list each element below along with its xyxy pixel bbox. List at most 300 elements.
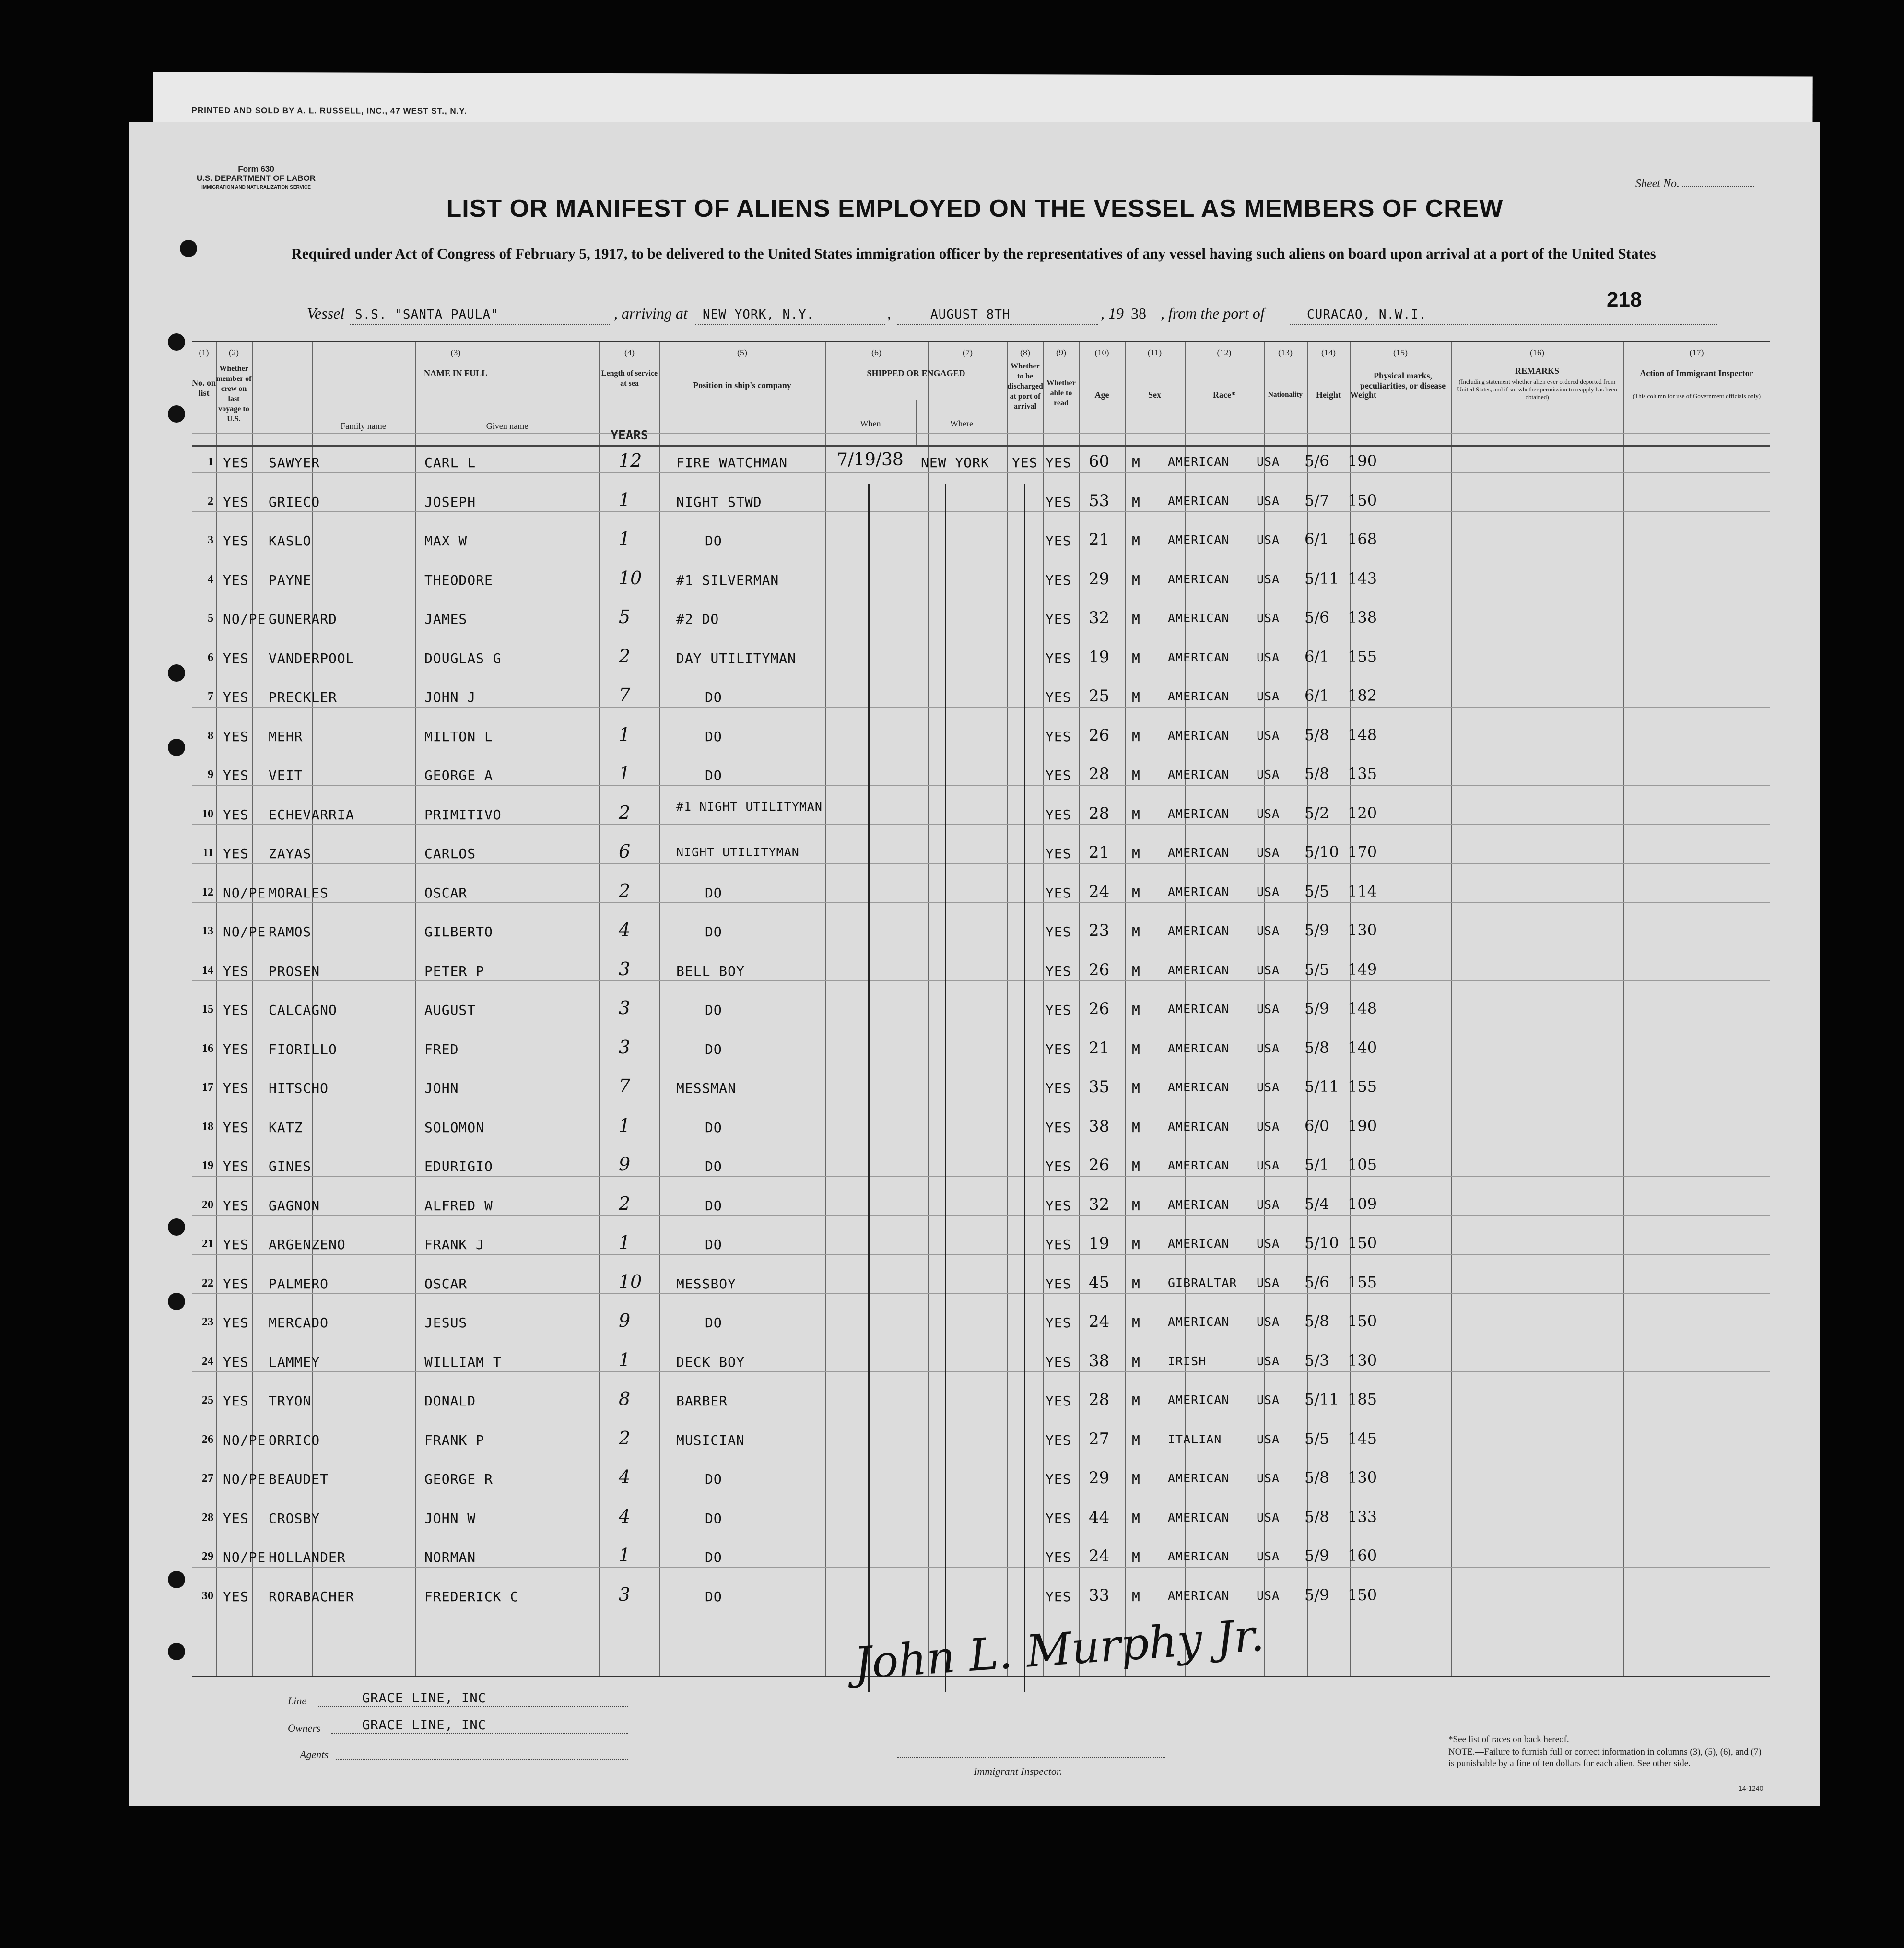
sheet-number-field: [1635, 177, 1754, 190]
col-sex-header: Sex: [1148, 390, 1161, 400]
col-action-header: Action of Immigrant Inspector: [1640, 368, 1753, 378]
age: 60: [1089, 452, 1110, 471]
from-port: CURACAO, N.W.I.: [1307, 307, 1427, 322]
position: NIGHT UTILITYMAN: [676, 845, 799, 859]
family-name: VANDERPOOL: [269, 650, 354, 666]
position: DO: [705, 1119, 722, 1135]
age: 28: [1089, 803, 1110, 823]
age: 32: [1089, 1194, 1110, 1214]
owners-value: GRACE LINE, INC: [362, 1718, 486, 1733]
page-subtitle: Required under Act of Congress of February 5, 1917, to be delivered to the United States immigration officer by the representatives of any vessel having such aliens on board upon arrival at a port of the United States: [291, 245, 1656, 262]
nationality: USA: [1257, 1119, 1280, 1133]
form-number: Form 630: [238, 165, 274, 174]
age: 28: [1089, 765, 1110, 784]
column-rule: [928, 342, 929, 1676]
column-rule: [415, 342, 416, 1676]
race: AMERICAN: [1168, 1315, 1230, 1329]
last-voyage: YES: [223, 1119, 249, 1135]
position: DO: [705, 1237, 722, 1252]
weight: 140: [1348, 1038, 1377, 1057]
weight: 155: [1348, 647, 1377, 666]
ditto-line: [868, 484, 870, 1692]
service-years: 10: [619, 1271, 642, 1292]
last-voyage: YES: [223, 455, 249, 471]
punch-hole: [168, 664, 185, 682]
nationality: USA: [1257, 1275, 1280, 1290]
from-label: , from the port of: [1161, 305, 1265, 322]
punch-hole: [168, 1643, 185, 1660]
last-voyage: NO/PE: [223, 1432, 266, 1448]
sex: M: [1132, 885, 1140, 901]
position: DO: [705, 1158, 722, 1174]
position: DO: [705, 728, 722, 744]
sex: M: [1132, 1354, 1140, 1370]
col-where-header: Where: [950, 419, 973, 428]
position: BARBER: [676, 1393, 728, 1409]
row-rule: [192, 1567, 1770, 1568]
given-name: THEODORE: [424, 572, 493, 588]
row-rule: [192, 785, 1770, 786]
age: 19: [1089, 1234, 1110, 1253]
position: DO: [705, 767, 722, 783]
row-rule: [192, 511, 1770, 512]
able-to-read: YES: [1046, 1119, 1071, 1135]
position: MESSMAN: [676, 1080, 737, 1096]
given-name: JOHN: [424, 1080, 459, 1096]
weight: 148: [1348, 725, 1377, 744]
column-number: (13): [1278, 348, 1293, 357]
penalty-note: NOTE.—Failure to furnish full or correct information in columns (3), (5), (6), and (7) is punishable by a fine of ten dollars for each alien. See other side.: [1448, 1747, 1762, 1769]
weight: 150: [1348, 491, 1377, 509]
row-rule: [192, 472, 1770, 473]
height: 5/1: [1305, 1156, 1329, 1174]
race: AMERICAN: [1168, 846, 1230, 860]
sex: M: [1132, 767, 1140, 783]
given-name: FRANK J: [424, 1237, 485, 1252]
service-years: 2: [619, 880, 631, 901]
race: AMERICAN: [1168, 572, 1230, 586]
weight: 130: [1348, 1468, 1377, 1487]
list-number: 10: [202, 807, 213, 820]
race: AMERICAN: [1168, 1119, 1230, 1133]
nationality: USA: [1257, 885, 1280, 899]
list-number: 27: [202, 1472, 213, 1485]
position: MUSICIAN: [676, 1432, 745, 1448]
family-name: GUNERARD: [269, 611, 337, 627]
last-voyage: YES: [223, 1354, 249, 1370]
age: 29: [1089, 1468, 1110, 1488]
list-number: 1: [208, 456, 213, 468]
nationality: USA: [1257, 1549, 1280, 1563]
able-to-read: YES: [1046, 1510, 1071, 1526]
position: DO: [705, 1471, 722, 1487]
col-family-header: Family name: [341, 421, 386, 431]
sex: M: [1132, 1158, 1140, 1174]
date-comma: ,: [887, 305, 891, 322]
able-to-read: YES: [1046, 1354, 1071, 1370]
able-to-read: YES: [1046, 533, 1071, 549]
sex: M: [1132, 689, 1140, 705]
agents-label: Agents: [300, 1748, 329, 1760]
weight: 155: [1348, 1077, 1377, 1096]
able-to-read: YES: [1046, 1393, 1071, 1409]
height: 5/9: [1305, 1547, 1329, 1565]
height: 5/8: [1305, 1507, 1329, 1526]
height: 5/5: [1305, 882, 1329, 900]
last-voyage: YES: [223, 963, 249, 979]
given-name: DONALD: [424, 1393, 476, 1409]
last-voyage: YES: [223, 572, 249, 588]
given-name: CARL L: [424, 455, 476, 471]
age: 19: [1089, 647, 1110, 667]
column-number: (9): [1056, 348, 1066, 357]
race: AMERICAN: [1168, 1002, 1230, 1016]
nationality: USA: [1257, 533, 1280, 547]
race: AMERICAN: [1168, 1080, 1230, 1094]
vessel-name: S.S. "SANTA PAULA": [355, 307, 499, 322]
column-rule: [1079, 342, 1080, 1676]
able-to-read: YES: [1046, 1275, 1071, 1292]
family-name: HOLLANDER: [269, 1549, 346, 1565]
list-number: 20: [202, 1198, 213, 1211]
col-race-header: Race*: [1213, 390, 1235, 400]
race: AMERICAN: [1168, 1510, 1230, 1524]
race: AMERICAN: [1168, 728, 1230, 743]
race: AMERICAN: [1168, 533, 1230, 547]
height: 5/9: [1305, 1585, 1329, 1604]
able-to-read: YES: [1046, 767, 1071, 783]
punch-hole: [168, 739, 185, 756]
last-voyage: YES: [223, 1315, 249, 1331]
row-rule: [192, 433, 1770, 434]
arriving-port: NEW YORK, N.Y.: [703, 307, 815, 322]
sex: M: [1132, 1237, 1140, 1252]
last-voyage: NO/PE: [223, 1471, 266, 1487]
height: 5/5: [1305, 1429, 1329, 1448]
position: DO: [705, 1315, 722, 1331]
age: 26: [1089, 999, 1110, 1018]
race: AMERICAN: [1168, 611, 1230, 625]
age: 26: [1089, 1156, 1110, 1175]
weight: 149: [1348, 960, 1377, 979]
race: AMERICAN: [1168, 924, 1230, 938]
punch-hole: [180, 240, 197, 257]
able-to-read: YES: [1046, 1080, 1071, 1096]
race: AMERICAN: [1168, 1197, 1230, 1212]
able-to-read: YES: [1046, 885, 1071, 901]
given-name: FRED: [424, 1041, 459, 1057]
sex: M: [1132, 806, 1140, 823]
col-weight-header: Weight: [1350, 390, 1377, 400]
family-name: ORRICO: [269, 1432, 320, 1448]
family-name: MORALES: [269, 885, 329, 901]
weight: 114: [1348, 882, 1377, 900]
height: 5/9: [1305, 999, 1329, 1017]
column-number: (12): [1217, 348, 1232, 357]
height: 5/6: [1305, 608, 1329, 626]
family-name: LAMMEY: [269, 1354, 320, 1370]
height: 5/8: [1305, 765, 1329, 783]
list-number: 19: [202, 1159, 213, 1172]
col-read-header: Whether able to read: [1046, 379, 1076, 407]
position: DO: [705, 533, 722, 549]
service-years: 2: [619, 1192, 631, 1214]
col-name-header: NAME IN FULL: [423, 368, 487, 378]
vessel-label: Vessel: [307, 305, 345, 322]
able-to-read: YES: [1046, 611, 1071, 627]
nationality: USA: [1257, 1393, 1280, 1407]
col-given-header: Given name: [486, 421, 529, 431]
row-rule: [192, 980, 1770, 981]
family-name: KATZ: [269, 1119, 303, 1135]
sex: M: [1132, 1080, 1140, 1096]
weight: 160: [1348, 1547, 1377, 1565]
nationality: USA: [1257, 846, 1280, 860]
race: AMERICAN: [1168, 1041, 1230, 1055]
last-voyage: YES: [223, 728, 249, 744]
last-voyage: NO/PE: [223, 1549, 266, 1565]
sex: M: [1132, 1002, 1140, 1018]
race: ITALIAN: [1168, 1432, 1222, 1446]
family-name: RORABACHER: [269, 1588, 354, 1605]
weight: 150: [1348, 1585, 1377, 1604]
row-rule: [192, 1293, 1770, 1294]
age: 53: [1089, 491, 1110, 510]
footer: [192, 1609, 1770, 1796]
sheet-number-label: Sheet No.: [1635, 177, 1680, 190]
list-number: 22: [202, 1276, 213, 1289]
sex: M: [1132, 1471, 1140, 1487]
col-height-header: Height: [1316, 390, 1341, 400]
column-number: (3): [450, 348, 461, 357]
age: 21: [1089, 530, 1110, 549]
family-name: GINES: [269, 1158, 312, 1174]
height: 5/11: [1305, 569, 1339, 588]
list-number: 13: [202, 925, 213, 937]
list-number: 9: [208, 768, 213, 781]
able-to-read: YES: [1046, 455, 1071, 471]
nationality: USA: [1257, 728, 1280, 743]
position: MESSBOY: [676, 1275, 737, 1292]
race: AMERICAN: [1168, 963, 1230, 977]
list-number: 26: [202, 1433, 213, 1446]
col-remarks-header: REMARKS: [1515, 366, 1559, 376]
race: AMERICAN: [1168, 1549, 1230, 1563]
height: 6/1: [1305, 686, 1329, 705]
last-voyage: YES: [223, 1041, 249, 1057]
age: 24: [1089, 1312, 1110, 1331]
year-suffix: 38: [1131, 305, 1146, 322]
family-name: MEHR: [269, 728, 303, 744]
age: 38: [1089, 1351, 1110, 1370]
last-voyage: YES: [223, 494, 249, 510]
given-name: JOHN W: [424, 1510, 476, 1526]
col-position-header: Position in ship's company: [693, 380, 791, 390]
nationality: USA: [1257, 455, 1280, 469]
sex: M: [1132, 1275, 1140, 1292]
service-years: 7: [619, 685, 631, 706]
column-rule: [1623, 342, 1624, 1676]
height: 5/8: [1305, 725, 1329, 744]
crew-table: [192, 341, 1770, 1677]
nationality: USA: [1257, 1080, 1280, 1094]
service: IMMIGRATION AND NATURALIZATION SERVICE: [201, 185, 311, 190]
given-name: OSCAR: [424, 1275, 468, 1292]
position: DO: [705, 1549, 722, 1565]
height: 5/3: [1305, 1351, 1329, 1370]
column-number: (1): [199, 348, 209, 357]
able-to-read: YES: [1046, 1471, 1071, 1487]
nationality: USA: [1257, 1315, 1280, 1329]
nationality: USA: [1257, 963, 1280, 977]
col-action-note: (This column for use of Government officials only): [1632, 392, 1761, 400]
given-name: GEORGE R: [424, 1471, 493, 1487]
position: #2 DO: [676, 611, 719, 627]
form-code: 14-1240: [1739, 1784, 1763, 1792]
family-name: RAMOS: [269, 924, 312, 940]
family-name: GRIECO: [269, 494, 320, 510]
last-voyage: YES: [223, 1080, 249, 1096]
given-name: FRANK P: [424, 1432, 485, 1448]
list-number: 25: [202, 1394, 213, 1406]
service-years: 5: [619, 606, 631, 627]
nationality: USA: [1257, 611, 1280, 625]
position: FIRE WATCHMAN: [676, 455, 788, 471]
family-name: TRYON: [269, 1393, 312, 1409]
col-discharged-header: Whether to be discharged at port of arrival: [1007, 362, 1043, 411]
list-number: 24: [202, 1355, 213, 1368]
col-shipped-header: SHIPPED OR ENGAGED: [867, 368, 965, 378]
col-physical-header: Physical marks, peculiarities, or disease: [1360, 371, 1446, 390]
height: 5/2: [1305, 803, 1329, 822]
age: 26: [1089, 960, 1110, 980]
weight: 145: [1348, 1429, 1377, 1448]
column-rule: [659, 342, 660, 1676]
sex: M: [1132, 1041, 1140, 1057]
column-rule: [1125, 342, 1126, 1676]
col-remarks-note: (Including statement whether alien ever ordered deported from United States, and if so, whether permission to reapply has been obtained): [1457, 378, 1617, 401]
last-voyage: YES: [223, 1158, 249, 1174]
age: 26: [1089, 725, 1110, 745]
family-name: CROSBY: [269, 1510, 320, 1526]
printer-line: PRINTED AND SOLD BY A. L. RUSSELL, INC., 47 WEST ST., N.Y.: [191, 106, 467, 116]
family-name: ZAYAS: [269, 846, 312, 862]
list-number: 18: [202, 1120, 213, 1133]
position: DO: [705, 1510, 722, 1526]
position: BELL BOY: [676, 963, 745, 979]
row-rule: [192, 1371, 1770, 1372]
list-number: 14: [202, 964, 213, 977]
column-rule: [216, 342, 217, 1676]
race: GIBRALTAR: [1168, 1275, 1237, 1290]
given-name: JAMES: [424, 611, 468, 627]
nationality: USA: [1257, 689, 1280, 703]
position: DO: [705, 1041, 722, 1057]
list-number: 2: [208, 495, 213, 508]
position: DECK BOY: [676, 1354, 745, 1370]
weight: 105: [1348, 1156, 1377, 1174]
service-years: 4: [619, 1466, 631, 1488]
position: DO: [705, 1588, 722, 1605]
position: #1 NIGHT UTILITYMAN: [676, 799, 823, 814]
given-name: JOSEPH: [424, 494, 476, 510]
able-to-read: YES: [1046, 1432, 1071, 1448]
race: IRISH: [1168, 1354, 1207, 1368]
given-name: MILTON L: [424, 728, 493, 744]
given-name: MAX W: [424, 533, 468, 549]
col-last-voyage-header: Whether member of crew on last voyage to U.S.: [216, 365, 252, 423]
age: 23: [1089, 921, 1110, 940]
family-name: VEIT: [269, 767, 303, 783]
age: 25: [1089, 686, 1110, 706]
family-name: KASLO: [269, 533, 312, 549]
last-voyage: NO/PE: [223, 885, 266, 901]
position: DO: [705, 885, 722, 901]
nationality: USA: [1257, 650, 1280, 664]
age: 21: [1089, 843, 1110, 862]
last-voyage: YES: [223, 806, 249, 823]
weight: 143: [1348, 569, 1377, 588]
service-years: 6: [619, 841, 631, 862]
list-number: 12: [202, 885, 213, 898]
column-number: (10): [1094, 348, 1109, 357]
position: DO: [705, 1002, 722, 1018]
family-name: GAGNON: [269, 1197, 320, 1214]
height: 5/7: [1305, 491, 1329, 509]
family-name: HITSCHO: [269, 1080, 329, 1096]
nationality: USA: [1257, 1471, 1280, 1485]
list-number: 29: [202, 1550, 213, 1563]
nationality: USA: [1257, 1354, 1280, 1368]
column-rule: [1043, 342, 1044, 1676]
family-name: PRECKLER: [269, 689, 337, 705]
races-note: *See list of races on back hereof.: [1448, 1735, 1569, 1745]
given-name: EDURIGIO: [424, 1158, 493, 1174]
age: 45: [1089, 1273, 1110, 1292]
height: 5/10: [1305, 1234, 1339, 1252]
height: 5/11: [1305, 1077, 1339, 1096]
last-voyage: YES: [223, 533, 249, 549]
column-number: (6): [871, 348, 881, 357]
last-voyage: NO/PE: [223, 924, 266, 940]
punch-hole: [168, 1293, 185, 1310]
age: 21: [1089, 1038, 1110, 1058]
position: #1 SILVERMAN: [676, 572, 779, 588]
column-number: (14): [1321, 348, 1336, 357]
nationality: USA: [1257, 1158, 1280, 1172]
given-name: GILBERTO: [424, 924, 493, 940]
list-number: 4: [208, 573, 213, 586]
column-rule: [1007, 342, 1008, 1676]
service-years: 3: [619, 958, 631, 980]
age: 29: [1089, 569, 1110, 589]
nationality: USA: [1257, 1041, 1280, 1055]
list-number: 28: [202, 1511, 213, 1524]
given-name: SOLOMON: [424, 1119, 485, 1135]
position: DO: [705, 1197, 722, 1214]
list-number: 8: [208, 729, 213, 742]
sex: M: [1132, 494, 1140, 510]
col-when-header: When: [860, 419, 881, 428]
last-voyage: YES: [223, 1510, 249, 1526]
age: 38: [1089, 1116, 1110, 1136]
column-number: (17): [1689, 348, 1704, 357]
given-name: PRIMITIVO: [424, 806, 502, 823]
able-to-read: YES: [1046, 963, 1071, 979]
punch-hole: [168, 1218, 185, 1236]
list-number: 16: [202, 1042, 213, 1055]
form-number-block: [197, 165, 316, 192]
